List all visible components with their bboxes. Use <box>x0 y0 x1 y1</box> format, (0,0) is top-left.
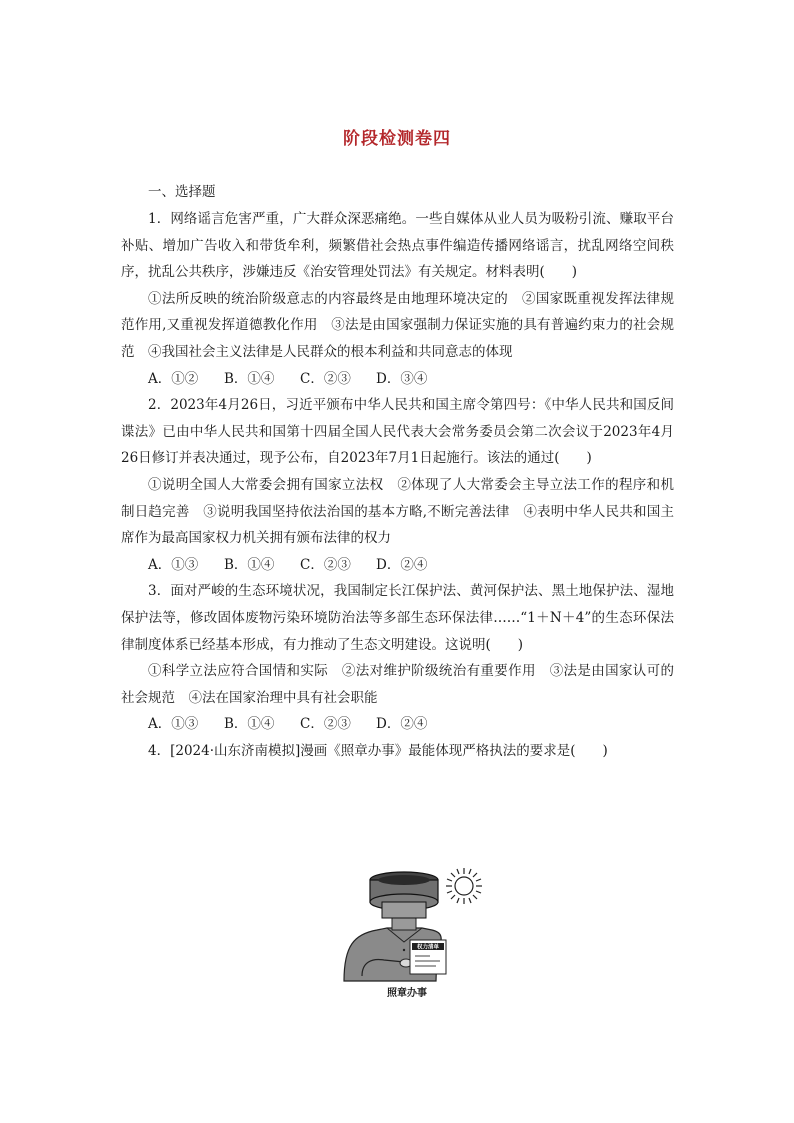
question-1-statements: ①法所反映的统治阶级意志的内容最终是由地理环境决定的 ②国家既重视发挥法律规范作用,又重视发挥道德教化作用 ③法是由国家强制力保证实施的具有普遍约束力的社会规范 ④我国社会主义法律是人民群众的根本利益和共同意志的体现 <box>121 290 674 360</box>
option-c: C．②③ <box>300 556 351 573</box>
person-figure <box>344 872 446 981</box>
question-2-options <box>121 552 674 579</box>
option-d: D．③④ <box>376 370 428 387</box>
question-4-stem: 4．[2024·山东济南模拟]漫画《照章办事》最能体现严格执法的要求是( ) <box>148 742 608 759</box>
option-a: A．①③ <box>148 556 199 573</box>
question-1-stem: 1．网络谣言危害严重，广大群众深恶痛绝。一些自媒体从业人员为吸粉引流、赚取平台补贴、增加广告收入和带货牟利，频繁借社会热点事件编造传播网络谣言，扰乱网络空间秩序，扰乱公共秩序，涉嫌违反《治安管理处罚法》有关规定。材料表明( ) <box>121 211 674 281</box>
question-3-stem: 3．面对严峻的生态环境状况，我国制定长江保护法、黄河保护法、黑土地保护法、湿地保护法等，修改固体废物污染环境防治法等多部生态环保法律……“1＋N＋4”的生态环保法律制度体系已经基本形成，有力推动了生态文明建设。这说明( ) <box>121 583 674 653</box>
option-c: C．②③ <box>300 370 351 387</box>
option-b: B．①④ <box>224 556 275 573</box>
option-a: A．①② <box>148 370 199 387</box>
section-heading: 一、选择题 <box>148 184 216 200</box>
option-d: D．②④ <box>376 716 428 733</box>
question-2-statements: ①说明全国人大常委会拥有国家立法权 ②体现了人大常委会主导立法工作的程序和机制日趋完善 ③说明我国坚持依法治国的基本方略,不断完善法律 ④表明中华人民共和国主席作为最高国家权力机关拥有颁布法律的权力 <box>121 476 674 547</box>
question-1-options <box>121 366 674 393</box>
card-text: 权力清单 <box>416 944 440 951</box>
page-title: 阶段检测卷四 <box>343 129 451 149</box>
cartoon-caption: 照章办事 <box>387 988 427 999</box>
option-b: B．①④ <box>224 716 275 733</box>
option-a: A．①③ <box>148 716 199 733</box>
question-3-statements: ①科学立法应符合国情和实际 ②法对维护阶级统治有重要作用 ③法是由国家认可的社会规范 ④法在国家治理中具有社会职能 <box>121 663 674 706</box>
option-c: C．②③ <box>300 716 351 733</box>
question-3-options <box>121 711 674 738</box>
option-d: D．②④ <box>376 556 428 573</box>
question-2-stem: 2．2023年4月26日，习近平颁布中华人民共和国主席令第四号：《中华人民共和国反间谍法》已由中华人民共和国第十四届全国人民代表大会常务委员会第二次会议于2023年4月26日修订并表决通过，现予公布，自2023年7月1日起施行。该法的通过( ) <box>121 397 674 467</box>
cartoon-illustration <box>332 866 492 1001</box>
question-list <box>121 206 674 764</box>
option-b: B．①④ <box>224 370 275 387</box>
sun-icon <box>446 868 482 904</box>
